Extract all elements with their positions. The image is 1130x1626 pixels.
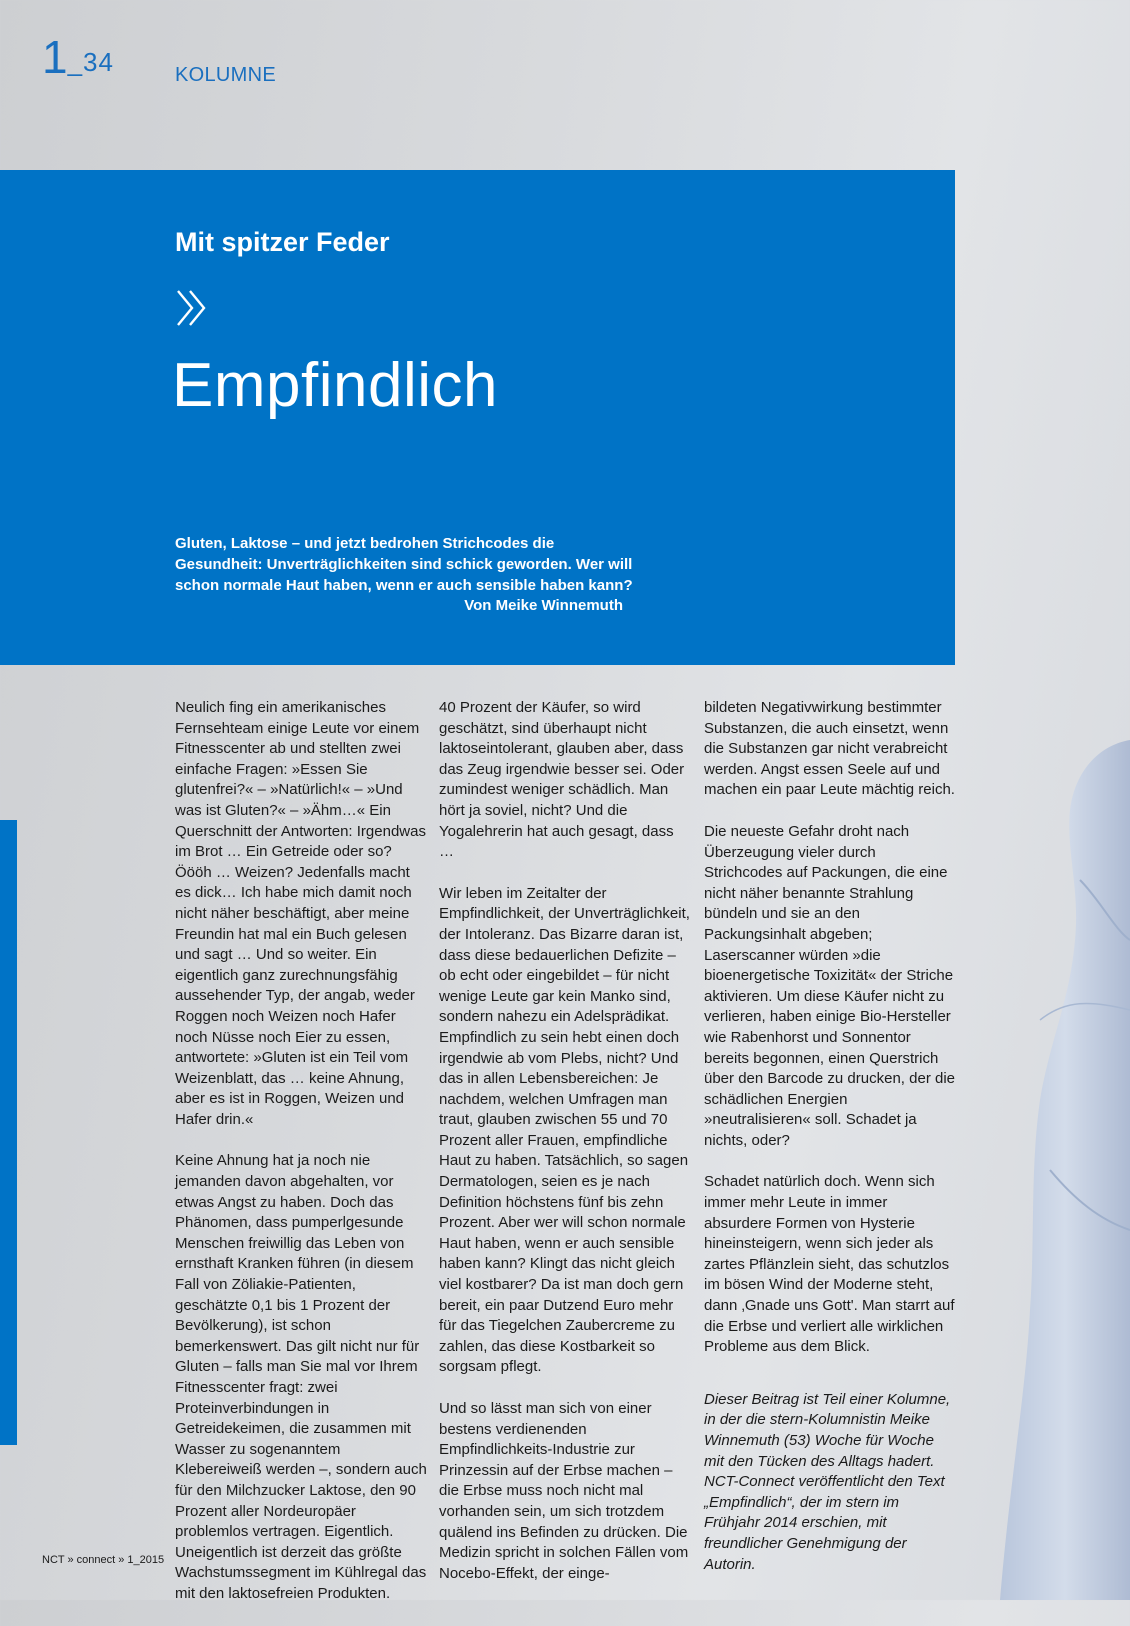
article-column-3: [704, 698, 956, 1596]
section-label: KOLUMNE: [175, 64, 277, 86]
column-kicker: Mit spitzer Feder: [175, 227, 390, 257]
headline: Empfindlich: [172, 351, 498, 420]
paragraph: bildeten Negativwirkung bestimmter Substanzen, die auch einsetzt, wenn die Substanzen gar nicht verabreicht werden. Angst essen Seele auf und machen ein paar Leute mächtig reich.: [704, 699, 955, 799]
lead-text: Gluten, Laktose – und jetzt bedrohen Strichcodes die Gesundheit: Unverträglichkeiten sind schick geworden. Wer will schon normale Haut haben, wenn er auch sensible haben kann?: [175, 535, 633, 594]
accent-bar: [0, 820, 17, 1445]
paragraph: Wir leben im Zeitalter der Empfindlichkeit, der Unverträglichkeit, der Intoleranz. Das Bizarre daran ist, dass diese bedauerlichen Defizite – ob echt oder eingebildet – für nicht wenige Leute gar kein Manko sind, sondern nahezu ein Adelsprädikat. Empfindlich zu sein hebt einen doch irgendwie ab vom Plebs, nicht? Und das in allen Lebensbereichen: Je nachdem, welchen Umfragen man traut, glauben zwischen 55 und 70 Prozent aller Frauen, empfindliche Haut zu haben. Tatsächlich, so sagen Dermatologen, seien es je nach Definition höchstens fünf bis zehn Prozent. Aber wer will schon normale Haut haben, wenn er auch sensible haben kann? Klingt das nicht gleich viel kostbarer? Da ist man doch gern bereit, ein paar Dutzend Euro mehr für das Tiegelchen Zaubercreme zu zahlen, das diese Kostbarkeit so sorgsam pflegt.: [439, 884, 690, 1376]
author-note: Dieser Beitrag ist Teil einer Kolumne, in der die stern-Kolumnistin Meike Winnemuth (53) Woche für Woche mit den Tücken des Alltags hadert. NCT-Connect veröffentlicht den Text „Empfindlich“, der im stern im Frühjahr 2014 erschien, mit freundlicher Genehmigung der Autorin.: [704, 1390, 951, 1573]
paragraph: Schadet natürlich doch. Wenn sich immer mehr Leute in immer absurdere Formen von Hysterie hineinsteigern, wenn sich jeder als zartes Pflänzlein sieht, das schutzlos im bösen Wind der Moderne steht, dann ‚Gnade uns Gott'. Man starrt auf die Erbse und verliert alle wirklichen Probleme aus dem Blick.: [704, 1173, 955, 1356]
paragraph: 40 Prozent der Käufer, so wird geschätzt, sind überhaupt nicht laktoseintolerant, glauben aber, dass das Zeug irgendwie besser sei. Oder zumindest weniger schädlich. Man hört ja soviel, nicht? Und die Yogalehrerin hat auch gesagt, dass …: [439, 699, 685, 861]
glove-image: [980, 700, 1130, 1600]
paragraph: Neulich fing ein amerikanisches Fernsehteam einige Leute vor einem Fitnesscenter ab und stellten zwei einfache Fragen: »Essen Sie glutenfrei?« – »Natürlich!« – »Und was ist Gluten?« – »Ähm…« Ein Querschnitt der Antworten: Irgendwas im Brot … Ein Getreide oder so? Öööh … Weizen? Jedenfalls macht es dick… Ich habe mich damit noch nicht näher beschäftigt, aber meine Freundin hat mal ein Buch gelesen und sagt … Und so weiter. Ein eigentlich ganz zurechnungsfähig aussehender Typ, der angab, weder Roggen noch Weizen noch Hafer noch Nüsse noch Eier zu essen, antwortete: »Gluten ist ein Teil vom Weizenblatt, das … keine Ahnung, aber es ist in Roggen, Weizen und Hafer drin.«: [175, 699, 426, 1128]
article-column-1: [175, 698, 427, 1626]
title-banner: [0, 170, 955, 665]
page-number-main: 1: [42, 31, 68, 83]
page-number-sub: _34: [67, 47, 114, 77]
footer: NCT » connect » 1_2015: [42, 1554, 165, 1566]
page-number: [42, 31, 114, 83]
byline: Von Meike Winnemuth: [464, 597, 623, 614]
double-chevron-right-icon: [175, 288, 211, 328]
paragraph: Keine Ahnung hat ja noch nie jemanden davon abgehalten, vor etwas Angst zu haben. Doch das Phänomen, dass pumperlgesunde Menschen freiwillig das Leben von ernsthaft Kranken führen (in diesem Fall von Zöliakie-Patienten, geschätzte 0,1 bis 1 Prozent der Bevölkerung), ist schon bemerkenswert. Das gilt nicht nur für Gluten – falls man Sie mal vor Ihrem Fitnesscenter fragt: zwei Proteinverbindungen in Getreidekeimen, die zusammen mit Wasser zu sogenanntem Klebereiweiß werden –, sondern auch für den Milchzucker Laktose, den 90 Prozent aller Nordeuropäer problemlos vertragen. Eigentlich. Uneigentlich ist derzeit das größte Wachstumssegment im Kühlregal das mit den laktosefreien Produkten.: [175, 1152, 427, 1602]
paragraph: Und so lässt man sich von einer bestens verdienenden Empfindlichkeits-Industrie zur Prinzessin auf der Erbse machen – die Erbse muss noch nicht mal vorhanden sein, um sich trotzdem quälend ins Befinden zu drücken. Die Medizin spricht in solchen Fällen vom Nocebo-Effekt, der einge-: [439, 1400, 689, 1582]
paragraph: Die neueste Gefahr droht nach Überzeugung vieler durch Strichcodes auf Packungen, die eine nicht näher benannte Strahlung bündeln und sie an den Packungsinhalt abgeben; Laserscanner würden »die bioenergetische Toxizität« der Striche aktivieren. Um diese Käufer nicht zu verlieren, haben einige Bio-Hersteller wie Rabenhorst und Sonnentor bereits begonnen, einen Querstrich über den Barcode zu drucken, der die schädlichen Energien »neutralisieren« soll. Schadet ja nichts, oder?: [704, 822, 955, 1149]
article-column-2: [439, 698, 691, 1605]
